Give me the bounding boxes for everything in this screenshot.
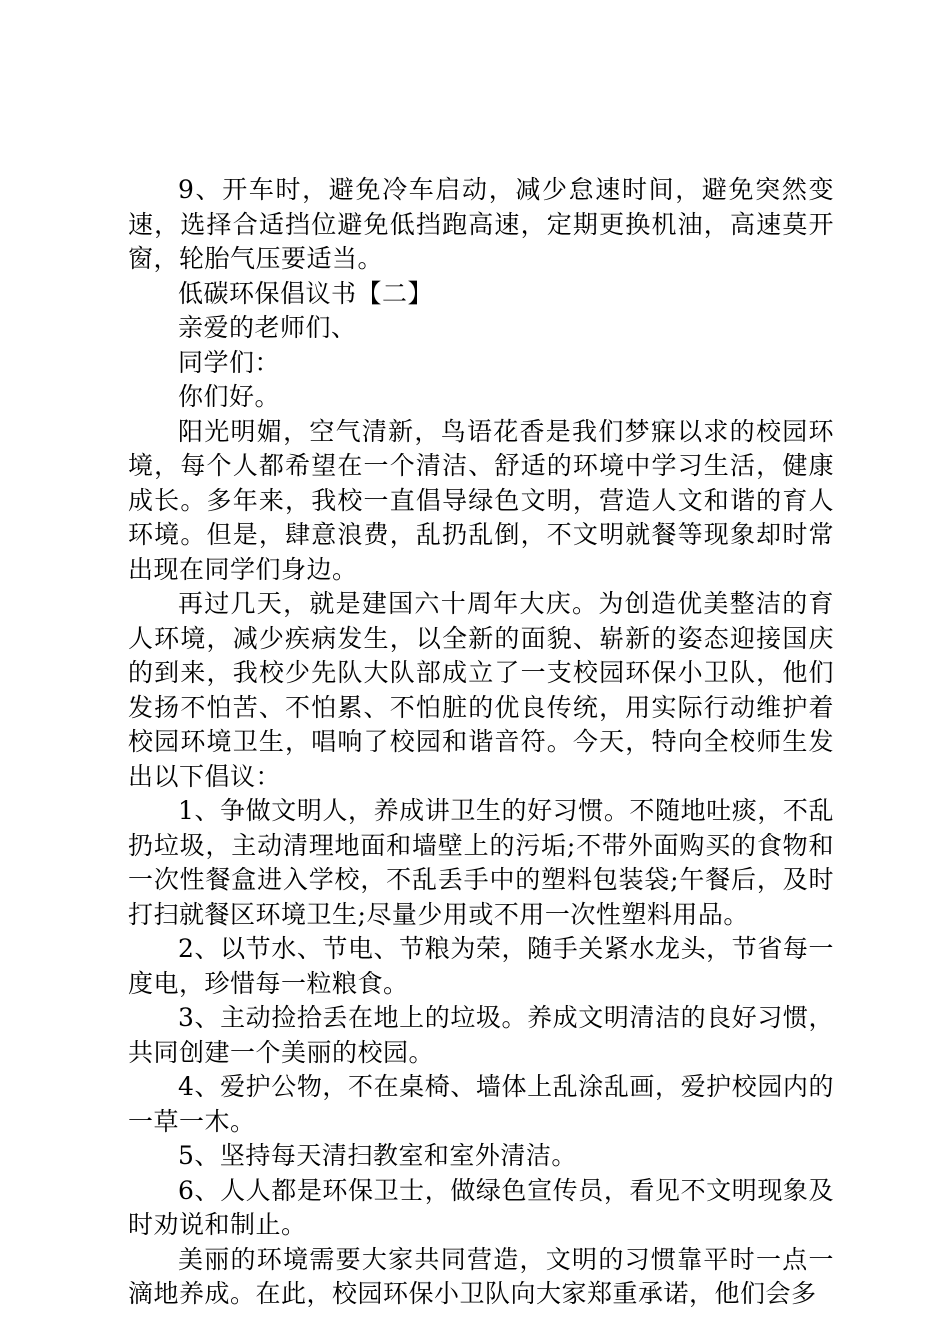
proposal-item-1: 1、争做文明人，养成讲卫生的好习惯。不随地吐痰，不乱扔垃圾，主动清理地面和墙壁上的污垢;不带外面购买的食物和一次性餐盒进入学校，不乱丢手中的塑料包装袋;午餐后，及时打扫就餐区环境卫生;尽量少用或不用一次性塑料用品。 xyxy=(128,796,834,929)
document-subtitle: 低碳环保倡议书【二】 xyxy=(178,278,434,308)
proposal-item-4: 4、爱护公物，不在桌椅、墙体上乱涂乱画，爱护校园内的一草一木。 xyxy=(128,1072,834,1136)
paragraph-intro: 阳光明媚，空气清新，鸟语花香是我们梦寐以求的校园环境，每个人都希望在一个清洁、舒适的环境中学习生活，健康成长。多年来，我校一直倡导绿色文明，营造人文和谐的育人环境。但是，肆意浪费，乱扔乱倒，不文明就餐等现象却时常出现在同学们身边。 xyxy=(128,416,834,584)
proposal-item-2: 2、以节水、节电、节粮为荣，随手关紧水龙头，节省每一度电，珍惜每一粒粮食。 xyxy=(128,934,834,998)
proposal-item-5: 5、坚持每天清扫教室和室外清洁。 xyxy=(178,1141,577,1170)
paragraph-closing: 美丽的环境需要大家共同营造，文明的习惯靠平时一点一滴地养成。在此，校园环保小卫队向大家郑重承诺，他们会多 xyxy=(128,1244,834,1308)
paragraph-background: 再过几天，就是建国六十周年大庆。为创造优美整洁的育人环境，减少疾病发生，以全新的面貌、崭新的姿态迎接国庆的到来，我校少先队大队部成立了一支校园环保小卫队，他们发扬不怕苦、不怕累、不怕脏的优良传统，用实际行动维护着校园环境卫生，唱响了校园和谐音符。今天，特向全校师生发出以下倡议： xyxy=(128,589,834,791)
greeting: 你们好。 xyxy=(178,382,281,411)
proposal-item-6: 6、人人都是环保卫士，做绿色宣传员，看见不文明现象及时劝说和制止。 xyxy=(128,1175,834,1239)
document-body xyxy=(128,173,834,1312)
salutation-students: 同学们： xyxy=(178,347,281,377)
paragraph-item-9: 9、开车时，避免冷车启动，减少怠速时间，避免突然变速，选择合适挡位避免低挡跑高速，定期更换机油，高速莫开窗，轮胎气压要适当。 xyxy=(128,175,834,273)
salutation-teachers: 亲爱的老师们、 xyxy=(178,313,357,342)
proposal-item-3: 3、主动捡拾丢在地上的垃圾。养成文明清洁的良好习惯，共同创建一个美丽的校园。 xyxy=(128,1003,834,1067)
